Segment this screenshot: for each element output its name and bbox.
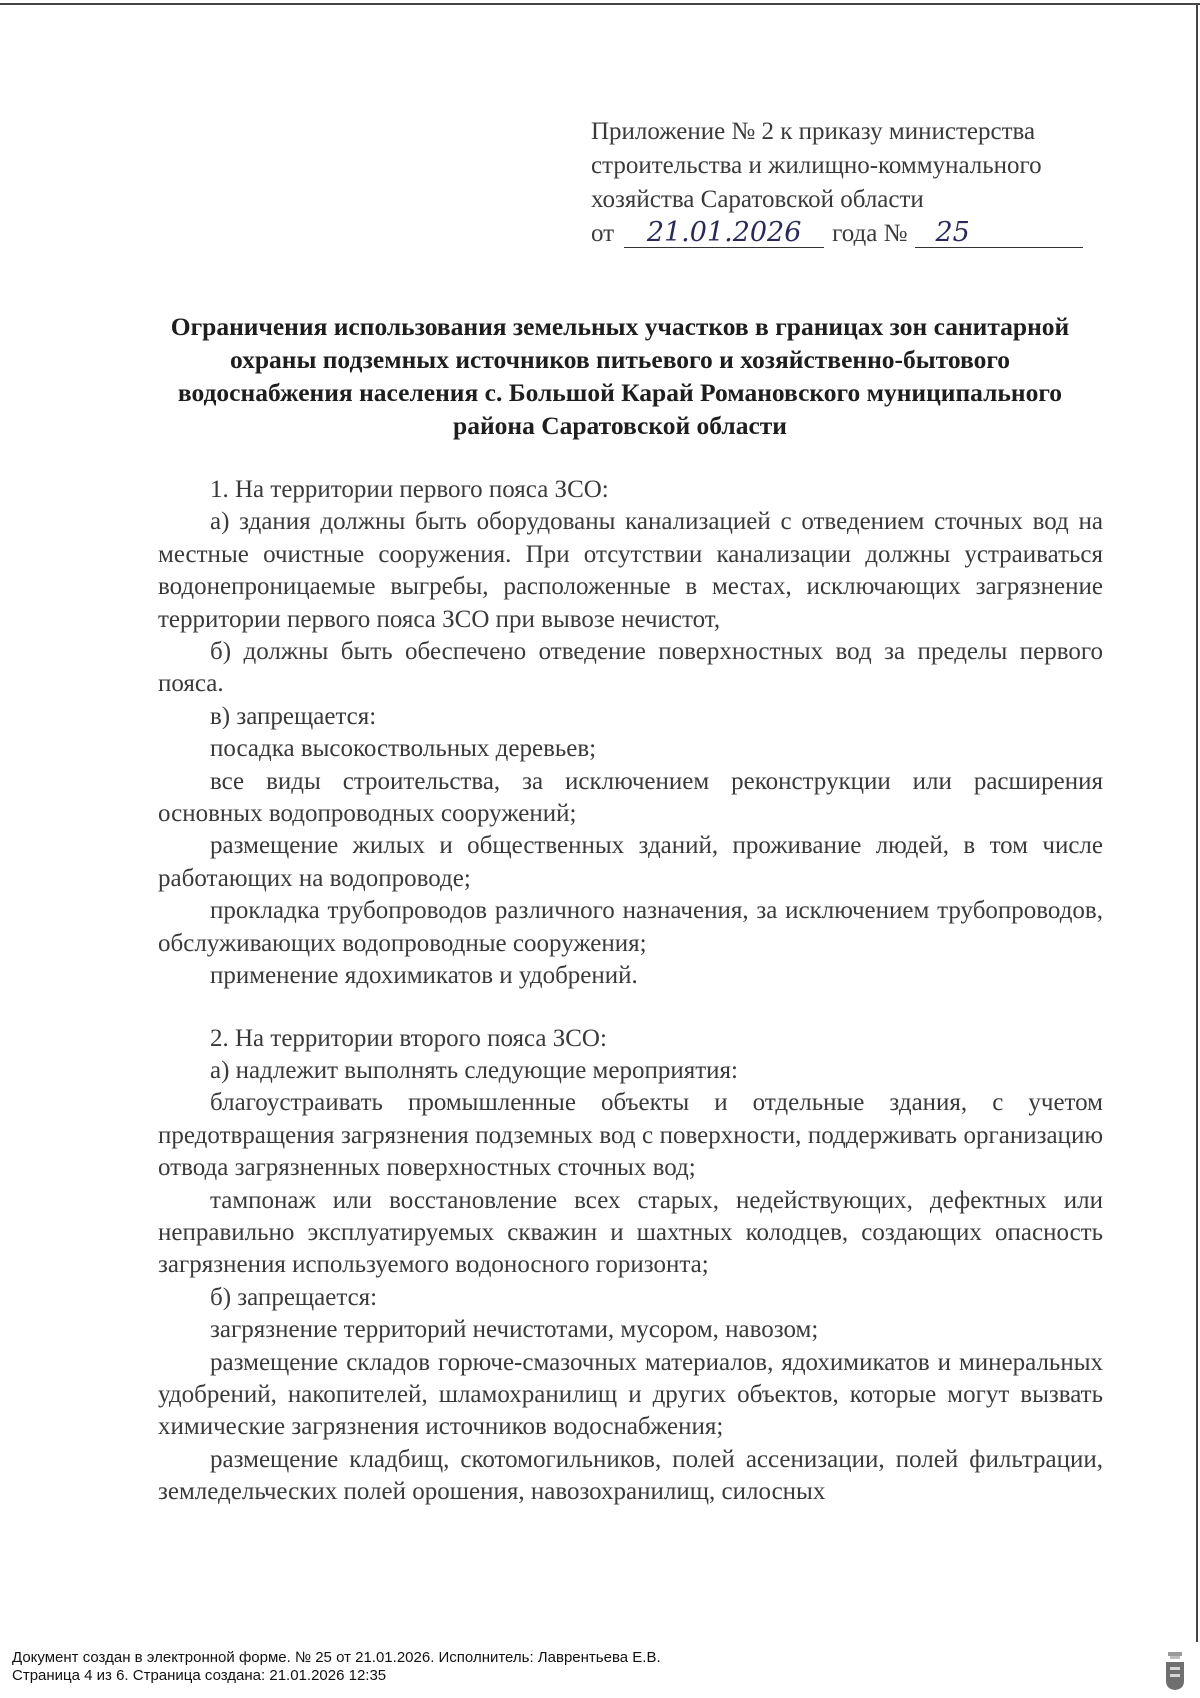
from-label: от — [591, 220, 615, 247]
section-1-heading: 1. На территории первого пояса ЗСО: — [210, 476, 609, 503]
document-title: Ограничения использования земельных участков в границах зон санитарной охраны подземных источников питьевого и хозяйственно-бытового водоснабжения населения с. Большой Карай Романовского муниципального района Саратовской области — [170, 312, 1070, 440]
year-number-label: года № — [832, 220, 908, 247]
attachment-line-1: Приложение № 2 к приказу министерства — [591, 118, 1036, 145]
paragraph: прокладка трубопроводов различного назначения, за исключением трубопроводов, обслуживающих водопроводные сооружения; — [158, 897, 1103, 957]
paragraph: б) запрещается: — [210, 1283, 378, 1311]
paragraph: размещение кладбищ, скотомогильников, полей ассенизации, полей фильтрации, земледельческих полей орошения, навозохранилищ, силосных — [158, 1445, 1103, 1506]
attachment-line-3: хозяйства Саратовской области — [591, 186, 924, 213]
attachment-header — [591, 115, 1111, 251]
handwritten-date: 21.01.2026 — [624, 219, 824, 248]
paragraph: все виды строительства, за исключением реконструкции или расширения основных водопроводных сооружений; — [158, 767, 1103, 828]
footer-line-2: Страница 4 из 6. Страница создана: 21.01.2026 12:35 — [12, 1667, 387, 1684]
document-body — [158, 474, 1103, 1509]
section-2-heading: 2. На территории второго пояса ЗСО: — [210, 1024, 607, 1052]
paragraph: размещение складов горюче-смазочных материалов, ядохимикатов и минеральных удобрений, накопителей, шламохранилищ и других объектов, которые могут вызвать химические загрязнения источников водоснабжения; — [158, 1348, 1103, 1441]
paragraph: применение ядохимикатов и удобрений. — [210, 962, 638, 990]
handwritten-number: 25 — [915, 219, 1083, 248]
paragraph: тампонаж или восстановление всех старых, недействующих, дефектных или неправильно эксплуатируемых скважин и шахтных колодцев, создающих опасность загрязнения используемого водоносного горизонта; — [158, 1186, 1103, 1279]
paragraph: размещение жилых и общественных зданий, проживание людей, в том числе работающих на водопроводе; — [158, 832, 1103, 892]
paragraph: посадка высокоствольных деревьев; — [210, 735, 597, 763]
paragraph: в) запрещается: — [210, 702, 377, 730]
page-border-top — [0, 3, 1200, 5]
paragraph: загрязнение территорий нечистотами, мусором, навозом; — [210, 1316, 819, 1344]
paragraph: а) здания должны быть оборудованы канализацией с отведением сточных вод на местные очистные сооружения. При отсутствии канализации должны устраиваться водонепроницаемые выгребы, расположенные в местах, исключающих загрязнение территории первого пояса ЗСО при вывозе нечистот, — [158, 508, 1103, 633]
page-border-right — [1196, 3, 1198, 1642]
paragraph: благоустраивать промышленные объекты и отдельные здания, с учетом предотвращения загрязнения подземных вод с поверхности, поддерживать организацию отвода загрязненных поверхностных сточных вод; — [158, 1089, 1103, 1182]
electronic-document-footer — [12, 1649, 661, 1685]
paragraph: б) должны быть обеспечено отведение поверхностных вод за пределы первого пояса. — [158, 638, 1103, 698]
footer-line-1: Документ создан в электронной форме. № 25 от 21.01.2026. Исполнитель: Лаврентьева Е.В. — [12, 1649, 661, 1666]
attachment-date-line — [591, 217, 1111, 251]
coat-of-arms-icon — [1164, 1651, 1186, 1691]
attachment-line-2: строительства и жилищно-коммунального — [591, 152, 1042, 179]
paragraph: а) надлежит выполнять следующие мероприятия: — [210, 1056, 738, 1084]
